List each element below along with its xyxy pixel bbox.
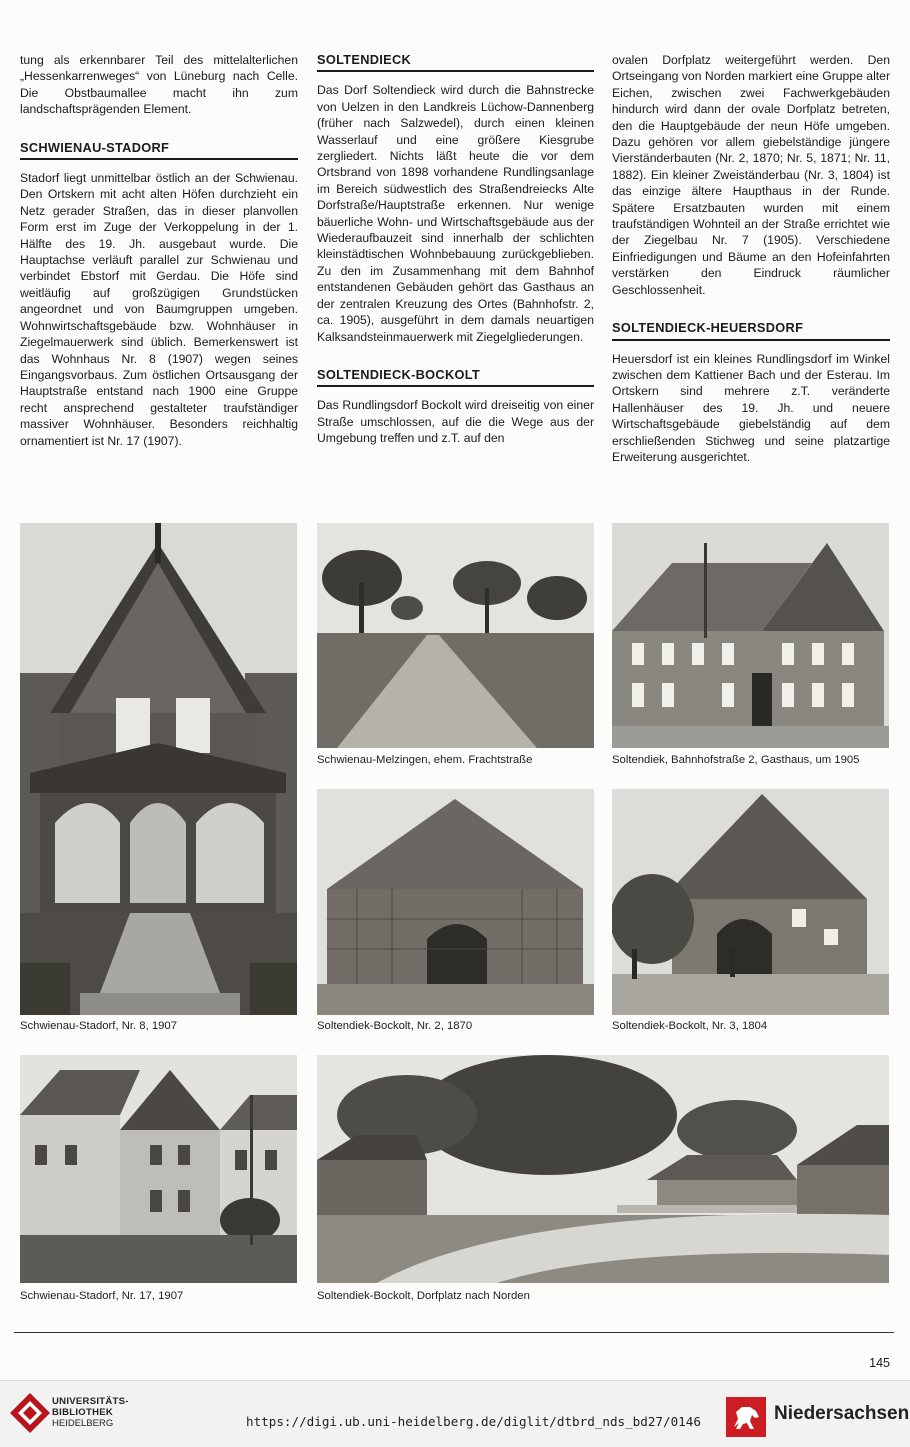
library-line-3: HEIDELBERG bbox=[52, 1418, 114, 1429]
paragraph-intro: tung als erkennbarer Teil des mittelalterlichen „Hessenkarrenweges“ von Lüneburg nach Celle. Die Obstbaumallee macht ihn zum landschaftsprägenden Element. bbox=[20, 53, 298, 117]
page-number: 145 bbox=[869, 1356, 890, 1370]
photo-bahnhofstrasse-gasthaus bbox=[612, 523, 889, 748]
caption-dorfplatz: Soltendiek-Bockolt, Dorfplatz nach Norden bbox=[317, 1290, 530, 1302]
photo-bockolt-nr3 bbox=[612, 789, 889, 1015]
text-column-1 bbox=[20, 52, 298, 449]
caption-bockolt-nr2: Soltendiek-Bockolt, Nr. 2, 1870 bbox=[317, 1020, 473, 1032]
photo-bockolt-dorfplatz bbox=[317, 1055, 889, 1283]
text-column-2 bbox=[317, 52, 594, 447]
photo-stadorf-nr8 bbox=[20, 523, 297, 1015]
footer-rule bbox=[14, 1332, 894, 1333]
niedersachsen-label: Niedersachsen bbox=[774, 1403, 910, 1424]
photo-stadorf-nr17 bbox=[20, 1055, 297, 1283]
paragraph-soltendieck: Das Dorf Soltendieck wird durch die Bahnstrecke von Uelzen in den Landkreis Lüchow-Dannenberg (früher nach Salzwedel), durch einen kleinen Wasserlauf und eine größere Kiesgrube zergliedert. Nichts läßt heute die vor dem Ortsbrand von 1898 vorhandene Rundlingsanlage im Bereich südwestlich des Straßendreiecks Alte Dorfstraße/Hauptstraße erkennen. Nur wenige bäuerliche Wohn- und Wirtschaftsgebäude aus der Wiederaufbauzeit sind innerhalb der schlichten kleinstädtischen Wohnbebauung zurückgeblieben. Zu den im Zusammenhang mit dem Bahnhof entstandenen Gebäuden gehört das Gasthaus an der zentralen Kreuzung des Ortes (Bahnhofstr. 2, ca. 1905), ausgeführt in dem damals neuartigen Kalksandsteinmauerwerk mit Ziegelgliederungen. bbox=[317, 83, 594, 344]
caption-stadorf-nr8: Schwienau-Stadorf, Nr. 8, 1907 bbox=[20, 1020, 177, 1032]
paragraph-stadorf: Stadorf liegt unmittelbar östlich an der Schwienau. Den Ortskern mit acht alten Höfen durchzieht ein Netz gerader Straßen, das in dieser planvollen Form erst im Zuge der Verkoppelung in der 1. Hälfte des 19. Jh. ausgebaut wurde. Die Hauptachse verläuft parallel zur Schwienau und verbindet Ebstorf mit Gerdau. Die Höfe sind weitläufig auf großzügigen Grundstücken angeordnet und von Baumgruppen umgeben. Wohnwirtschaftsgebäude bzw. Wohnhäuser in Ziegelmauerwerk sind üblich. Bemerkenswert ist das Wohnhaus Nr. 8 (1907) wegen seines Eingangsvorbaus. Zum östlichen Ortsausgang der Hauptstraße entstand nach 1900 eine Gruppe recht ansprechend gestalteter traufständiger massiver Wohnhäuser. Besonders reichhaltig ornamentiert ist Nr. 17 (1907). bbox=[20, 171, 298, 448]
heading-soltendieck-bockolt: SOLTENDIECK-BOCKOLT bbox=[317, 367, 594, 387]
heading-schwienau-stadorf: SCHWIENAU-STADORF bbox=[20, 140, 298, 160]
caption-melzingen: Schwienau-Melzingen, ehem. Frachtstraße bbox=[317, 754, 533, 766]
library-line-2: BIBLIOTHEK bbox=[52, 1407, 114, 1418]
caption-bahnhofstrasse: Soltendiek, Bahnhofstraße 2, Gasthaus, um 1905 bbox=[612, 754, 860, 766]
document-url-link[interactable]: https://digi.ub.uni-heidelberg.de/diglit/dtbrd_nds_bd27/0146 bbox=[246, 1414, 701, 1429]
viewer-footer bbox=[0, 1380, 910, 1447]
university-library-logo-icon[interactable] bbox=[10, 1393, 50, 1433]
caption-stadorf-nr17: Schwienau-Stadorf, Nr. 17, 1907 bbox=[20, 1290, 184, 1302]
caption-bockolt-nr3: Soltendiek-Bockolt, Nr. 3, 1804 bbox=[612, 1020, 768, 1032]
paragraph-bockolt-cont: ovalen Dorfplatz weitergeführt werden. Den Ortseingang von Norden markiert eine Gruppe alter Eichen, zwischen zwei Fachwerkgebäuden hindurch wird dann der ovale Dorfplatz betreten, den die Hauptgebäude der neun Höfe umgeben. Dazu gehören vor allem giebelständige jüngere Vierständerbauten (Nr. 2, 1870; Nr. 5, 1871; Nr. 11, 1882). Ein kleiner Zweiständerbau (Nr. 3, 1804) ist das einzige ältere Haupthaus in der Runde. Spätere Ersatzbauten wurden mit einem traufständigen Wohnteil an der Straße errichtet wie der Ziegelbau Nr. 7 (1905). Verschiedene Einfriedigungen und Bäume an den Hofeinfahrten verstärken den Eindruck räumlicher Geschlossenheit. bbox=[612, 53, 890, 297]
paragraph-heuersdorf: Heuersdorf ist ein kleines Rundlingsdorf im Winkel zwischen dem Kattiener Bach und der Esterau. Im Ortskern sind mehrere z.T. veränderte Hallenhäuser des 19. Jh. und neuere Wirtschaftsgebäude giebelständig auf dem erschließenden Stichweg und seine platzartige Erweiterung ausgerichtet. bbox=[612, 351, 890, 464]
niedersachsen-horse-icon bbox=[726, 1397, 766, 1437]
paragraph-bockolt: Das Rundlingsdorf Bockolt wird dreiseitig von einer Straße umschlossen, auf die die Wege aus der Umgebung treffen und z.T. auf den bbox=[317, 398, 594, 446]
text-column-3 bbox=[612, 52, 890, 465]
photo-bockolt-nr2 bbox=[317, 789, 594, 1015]
heading-soltendieck-heuersdorf: SOLTENDIECK-HEUERSDORF bbox=[612, 320, 890, 340]
heading-soltendieck: SOLTENDIECK bbox=[317, 52, 594, 72]
library-line-1: UNIVERSITÄTS- bbox=[52, 1396, 129, 1407]
university-library-name bbox=[52, 1396, 129, 1429]
photo-melzingen-road bbox=[317, 523, 594, 748]
